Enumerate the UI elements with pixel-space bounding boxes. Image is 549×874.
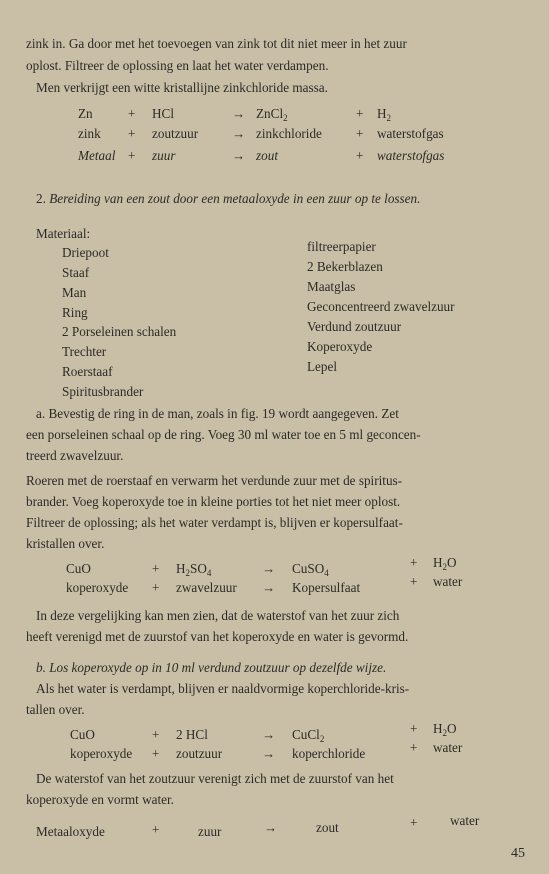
eq-word: waterstofgas [377,148,445,163]
eq-term: CuCl$_2$ [292,727,325,744]
eq-arrow: → [232,126,246,141]
eq-plus: + [356,126,364,141]
eq-word: koperchloride [292,746,366,761]
eq-term: CuSO$_4$ [292,561,329,578]
eq-plus: + [410,555,418,570]
eq-term: Zn [78,106,93,121]
list-item: 2 Porseleinen schalen [62,324,177,339]
eq-word: Metaal [78,148,116,163]
eq-word: zwavelzuur [176,580,237,595]
eq-arrow: → [262,746,276,761]
eq-word: koperoxyde [66,580,129,595]
eq-term: CuO [66,561,91,576]
eq-term: $H_2SO_4$ [176,561,212,578]
section-number: 2. [36,191,46,206]
eq-arrow: → [262,561,276,576]
materials-label: Materiaal: [36,226,91,241]
eq-plus: + [356,148,364,163]
para-mid-line: In deze vergelijking kan men zien, dat de waterstof van het zuur zich [36,608,400,623]
eq-arrow: → [232,106,246,121]
list-item: Ring [62,305,88,320]
para-end-line: De waterstof van het zoutzuur verenigt zich met de zuurstof van het [36,771,394,786]
eq-plus: + [152,822,160,837]
eq-plus: + [128,148,136,163]
list-item: Roerstaaf [62,364,113,379]
eq-word: zout [316,820,339,835]
para-a-line: treerd zwavelzuur. [26,448,124,463]
para-b-line: Als het water is verdampt, blijven er naaldvormige koperchloride-kris- [36,681,410,696]
eq-plus: + [128,106,136,121]
para-b-line: b. Los koperoxyde op in 10 ml verdund zoutzuur op dezelfde wijze. [36,660,387,675]
eq-plus: + [410,574,418,589]
eq-term: $H_2O$ [433,721,457,738]
para-a-line: a. Bevestig de ring in de man, zoals in fig. 19 wordt aangegeven. Zet [36,406,399,421]
eq-plus: + [128,126,136,141]
para-end-line: koperoxyde en vormt water. [26,792,174,807]
eq-word: zoutzuur [176,746,223,761]
para-a-line: kristallen over. [26,536,105,551]
eq-plus: + [410,740,418,755]
eq-arrow: → [264,820,278,835]
list-item: Man [62,285,87,300]
list-item: Trechter [62,344,107,359]
list-item: 2 Bekerblazen [307,259,383,274]
intro-line-3: Men verkrijgt een witte kristallijne zinkchloride massa. [36,80,328,95]
eq-arrow: → [262,580,276,595]
eq-word: zuur [198,824,222,839]
eq-plus: + [152,727,160,742]
eq-word: zinkchloride [256,126,322,141]
eq-term: $H_2O$ [433,555,457,572]
eq-plus: + [152,746,160,761]
eq-term: ZnCl$_2$ [256,106,288,123]
eq-word: zout [256,148,278,163]
eq-word: zuur [152,148,176,163]
eq-term: CuO [70,727,95,742]
list-item: Verdund zoutzuur [307,319,402,334]
para-mid-line: heeft verenigd met de zuurstof van het koperoxyde en water is gevormd. [26,629,409,644]
eq-term: 2 HCl [176,727,208,742]
para-a-line: Roeren met de roerstaaf en verwarm het verdunde zuur met de spiritus- [26,473,403,488]
list-item: Driepoot [62,245,109,260]
eq-arrow: → [232,148,246,163]
eq-word: koperoxyde [70,746,133,761]
para-b-line: tallen over. [26,702,85,717]
intro-line-2: oplost. Filtreer de oplossing en laat het water verdampen. [26,58,329,73]
list-item: Geconcentreerd zwavelzuur [307,299,455,314]
eq-word: Kopersulfaat [292,580,361,595]
list-item: Spiritusbrander [62,384,144,399]
eq-arrow: → [262,727,276,742]
para-a-line: Filtreer de oplossing; als het water verdampt is, blijven er kopersulfaat- [26,515,403,530]
eq-plus: + [356,106,364,121]
eq-plus: + [410,815,418,830]
eq-word: zink [78,126,101,141]
para-a-line: een porseleinen schaal op de ring. Voeg 30 ml water toe en 5 ml geconcen- [26,427,421,442]
eq-word: water [433,574,463,589]
list-item: Lepel [307,359,338,374]
eq-word: waterstofgas [377,126,444,141]
list-item: Staaf [62,265,90,280]
intro-line-1: zink in. Ga door met het toevoegen van zink tot dit niet meer in het zuur [26,36,407,51]
page-number: 45 [511,846,525,861]
eq-word: water [433,740,463,755]
eq-plus: + [410,721,418,736]
eq-word: water [450,813,480,828]
eq-plus: + [152,580,160,595]
list-item: Maatglas [307,279,356,294]
section-heading [36,191,420,207]
para-a-line: brander. Voeg koperoxyde toe in kleine porties tot het niet meer oplost. [26,494,401,509]
eq-term: $H_2$ [377,106,392,123]
eq-term: HCl [152,106,174,121]
list-item: Koperoxyde [307,339,373,354]
eq-word: zoutzuur [152,126,199,141]
list-item: filtreerpapier [307,239,376,254]
eq-plus: + [152,561,160,576]
section-title: Bereiding van een zout door een metaaloxyde in een zuur op te lossen. [49,191,421,206]
eq-word: Metaaloxyde [36,824,105,839]
